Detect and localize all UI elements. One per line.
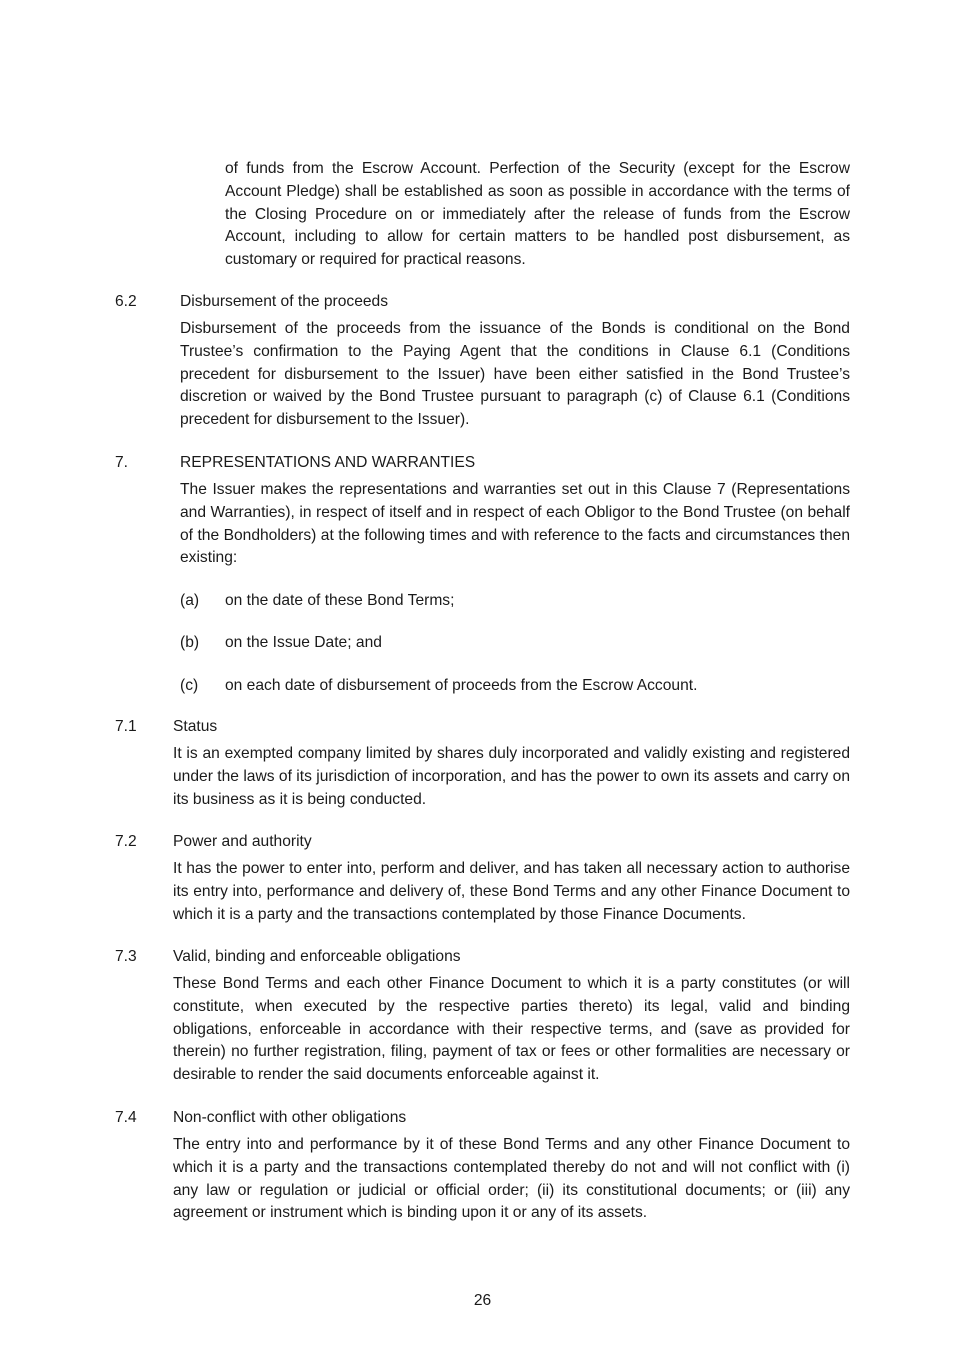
section-body-7-3: These Bond Terms and each other Finance Document to which it is a party constitutes (or will constitute, when executed by the respective parties thereto) its legal, valid and binding obligations, enforceable in accordance with their respective terms, and (save as provided for therein) no further registration, filing, payment of tax or fees or other formalities are necessary or desirable to render the said documents enforceable against it. [173,975,850,1084]
section-body-7: The Issuer makes the representations and warranties set out in this Clause 7 (Representations and Warranties), in respect of itself and in respect of each Obligor to the Bond Trustee (on behalf of the Bondholders) at the following times and with reference to the facts and circumstances then existing: [180,481,850,567]
section-body-7-4: The entry into and performance by it of these Bond Terms and any other Finance Document to which it is a party and the transactions contemplated thereby do not and will not conflict with (i) any law or regulation or judicial or official order; (ii) its constitutional documents; or (iii) any agreement or instrument which is binding upon it or any of its assets. [173,1136,850,1222]
section-body-7-2: It has the power to enter into, perform and deliver, and has taken all necessary action to authorise its entry into, performance and delivery of, these Bond Terms and any other Finance Document to which it is a party and the transactions contemplated by those Finance Documents. [173,860,850,923]
list-item-label: (c) [180,677,199,694]
section-title-6-2: Disbursement of the proceeds [180,293,389,310]
list-item-label: (b) [180,634,200,651]
section-number-7-2: 7.2 [115,833,137,850]
section-number-7-3: 7.3 [115,948,137,965]
page-number: 26 [473,1292,492,1309]
section-title-7: REPRESENTATIONS AND WARRANTIES [180,454,476,471]
section-number-7-4: 7.4 [115,1109,137,1126]
section-title-7-1: Status [173,718,218,735]
list-item-text: on the Issue Date; and [225,634,382,651]
list-item-label: (a) [180,592,200,609]
intro-paragraph: of funds from the Escrow Account. Perfection of the Security (except for the Escrow Account Pledge) shall be established as soon as possible in accordance with the terms of the Closing Procedure on or immediately after the release of funds from the Escrow Account, including to allow for certain matters to be handled post disbursement, as customary or required for practical reasons. [225,160,850,269]
list-item-text: on each date of disbursement of proceeds from the Escrow Account. [225,677,698,694]
section-number-7-1: 7.1 [115,718,137,735]
section-number-7: 7. [115,454,129,471]
section-body-6-2: Disbursement of the proceeds from the issuance of the Bonds is conditional on the Bond Trustee’s confirmation to the Paying Agent that the conditions in Clause 6.1 (Conditions precedent for disbursement to the Issuer) have been either satisfied in the Bond Trustee’s discretion or waived by the Bond Trustee pursuant to paragraph (c) of Clause 6.1 (Conditions precedent for disbursement to the Issuer). [180,320,850,429]
section-title-7-2: Power and authority [173,833,312,850]
section-body-7-1: It is an exempted company limited by shares duly incorporated and validly existing and registered under the laws of its jurisdiction of incorporation, and has the power to own its assets and carry on its business as it is being conducted. [173,745,850,808]
section-title-7-4: Non-conflict with other obligations [173,1109,407,1126]
section-number-6-2: 6.2 [115,293,137,310]
list-item-text: on the date of these Bond Terms; [225,592,455,609]
section-title-7-3: Valid, binding and enforceable obligations [173,948,461,965]
